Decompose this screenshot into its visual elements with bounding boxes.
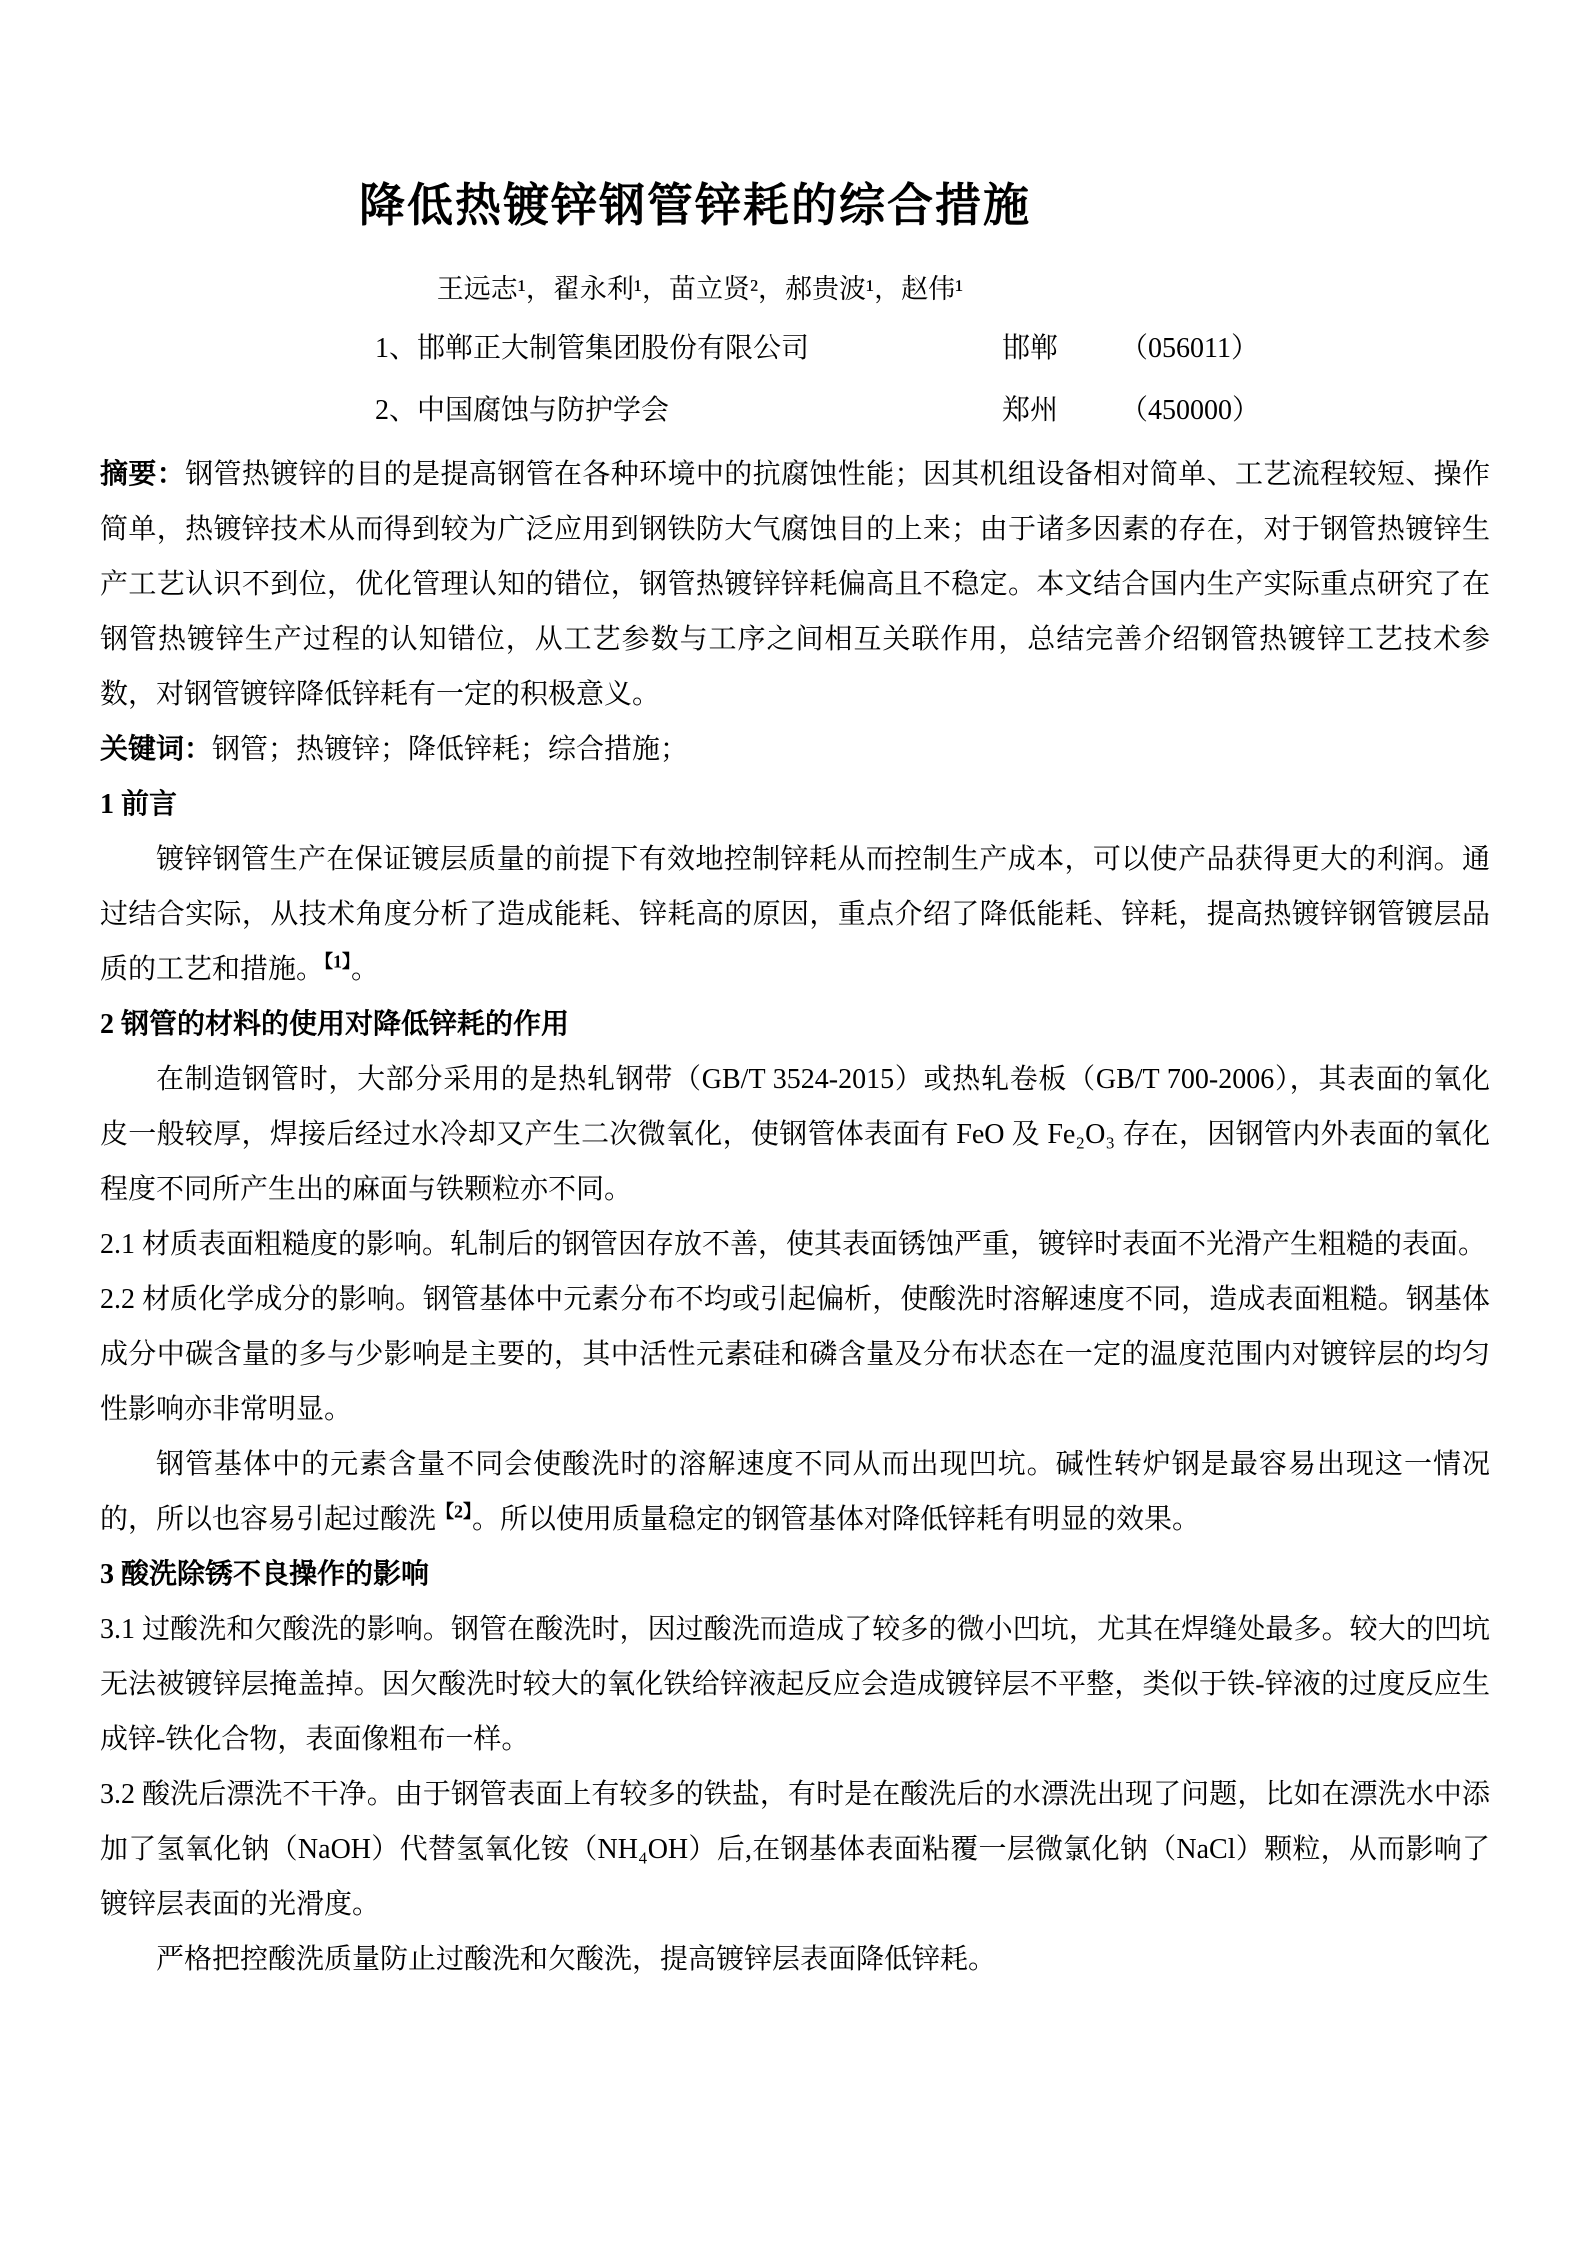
abstract-label: 摘要： [100,459,186,490]
intro-tail: 。 [351,954,380,985]
intro-paragraph [100,832,1490,997]
keywords-label: 关键词： [100,734,213,765]
item-3-2: 3.2 酸洗后漂洗不干净。由于钢管表面上有较多的铁盐，有时是在酸洗后的水漂洗出现了问题，比如在漂洗水中添加了氢氧化钠（NaOH）代替氢氧化铵（NH₄OH）后,在钢基体表面粘覆一层微氯化钠（NaCl）颗粒，从而影响了镀锌层表面的光滑度。 [100,1779,1490,1920]
intro-text: 镀锌钢管生产在保证镀层质量的前提下有效地控制锌耗从而控制生产成本，可以使产品获得更大的利润。通过结合实际，从技术角度分析了造成能耗、锌耗高的原因，重点介绍了降低能耗、锌耗，提高热镀锌钢管镀层品质的工艺和措施。 [100,844,1490,985]
basemetal-text: 钢管基体中的元素含量不同会使酸洗时的溶解速度不同从而出现凹坑。碱性转炉钢是最容易出现这一情况的，所以也容易引起过酸洗 [100,1449,1490,1535]
keywords-line [100,722,1490,777]
authors-line: 王远志¹，翟永利¹，苗立贤²，郝贵波¹，赵伟¹ [436,274,964,304]
paper-body [100,447,1490,1987]
materials-paragraph: 在制造钢管时，大部分采用的是热轧钢带（GB/T 3524-2015）或热轧卷板（GB/T 700-2006），其表面的氧化皮一般较厚，焊接后经过水冷却又产生二次微氧化，使钢管体表面有 FeO 及 Fe₂O₃ 存在，因钢管内外表面的氧化程度不同所产生出的麻面与铁颗粒亦不同。 [100,1064,1490,1205]
affiliation-org: 中国腐蚀与防护学会 [417,395,670,426]
affiliation-postcode: （056011） [1120,333,1259,364]
citation-ref-1: 【1】 [324,951,352,972]
basemetal-paragraph [100,1437,1490,1547]
affiliation-number: 1、 [375,333,418,364]
affiliation-row [375,380,1490,442]
paper-title: 降低热镀锌钢管锌耗的综合措施 [359,180,1031,231]
affiliation-number: 2、 [375,395,418,426]
item-2-2: 2.2 材质化学成分的影响。钢管基体中元素分布不均或引起偏析，使酸洗时溶解速度不同，造成表面粗糙。钢基体成分中碳含量的多与少影响是主要的，其中活性元素硅和磷含量及分布状态在一定的温度范围内对镀锌层的均匀性影响亦非常明显。 [100,1284,1490,1425]
section-2-heading: 2 钢管的材料的使用对降低锌耗的作用 [100,1009,570,1040]
affiliation-postcode: （450000） [1120,395,1261,426]
citation-ref-2: 【2】 [436,1501,473,1522]
affiliation-city: 邯郸 [1002,333,1059,364]
section-3-heading: 3 酸洗除锈不良操作的影响 [100,1559,430,1590]
affiliation-city: 郑州 [1002,395,1059,426]
affiliation-org: 邯郸正大制管集团股份有限公司 [417,333,810,364]
keywords-text: 钢管；热镀锌；降低锌耗；综合措施； [212,734,689,765]
abstract-text: 钢管热镀锌的目的是提高钢管在各种环境中的抗腐蚀性能；因其机组设备相对简单、工艺流程较短、操作简单，热镀锌技术从而得到较为广泛应用到钢铁防大气腐蚀目的上来；由于诸多因素的存在，对于钢管热镀锌生产工艺认识不到位，优化管理认知的错位，钢管热镀锌锌耗偏高且不稳定。本文结合国内生产实际重点研究了在钢管热镀锌生产过程的认知错位，从工艺参数与工序之间相互关联作用，总结完善介绍钢管热镀锌工艺技术参数，对钢管镀锌降低锌耗有一定的积极意义。 [100,459,1490,710]
affiliation-row [375,318,1490,380]
item-2-1: 2.1 材质表面粗糙度的影响。轧制后的钢管因存放不善，使其表面锈蚀严重，镀锌时表面不光滑产生粗糙的表面。 [100,1229,1487,1260]
item-3-1: 3.1 过酸洗和欠酸洗的影响。钢管在酸洗时，因过酸洗而造成了较多的微小凹坑，尤其在焊缝处最多。较大的凹坑无法被镀锌层掩盖掉。因欠酸洗时较大的氧化铁给锌液起反应会造成镀锌层不平整，类似于铁-锌液的过度反应生成锌-铁化合物，表面像粗布一样。 [100,1614,1490,1755]
basemetal-tail: 。所以使用质量稳定的钢管基体对降低锌耗有明显的效果。 [472,1504,1201,1535]
closing-paragraph: 严格把控酸洗质量防止过酸洗和欠酸洗，提高镀锌层表面降低锌耗。 [156,1944,997,1975]
abstract-paragraph [100,447,1490,722]
section-1-heading: 1 前言 [100,789,178,820]
